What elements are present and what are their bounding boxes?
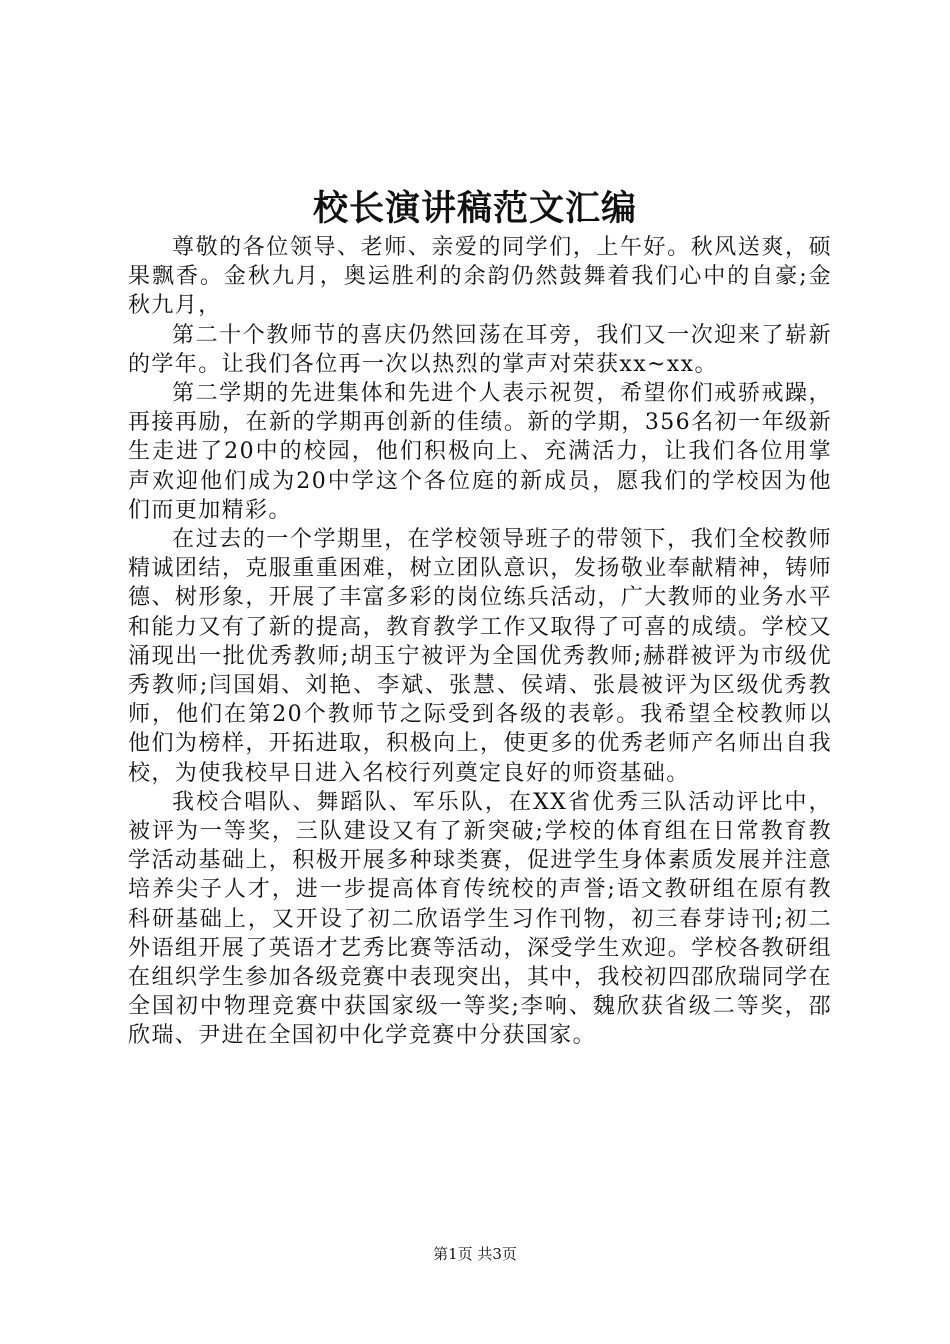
paragraph: 第二十个教师节的喜庆仍然回荡在耳旁，我们又一次迎来了崭新的学年。让我们各位再一次以热烈的掌声对荣获xx~xx。 [128, 322, 832, 377]
paragraph: 我校合唱队、舞蹈队、军乐队，在XX省优秀三队活动评比中，被评为一等奖，三队建设又有了新突破;学校的体育组在日常教育教学活动基础上，积极开展多种球类赛，促进学生身体素质发展并注意培养尖子人才，进一步提高体育传统校的声誉;语文教研组在原有教科研基础上，又开设了初二欣语学生习作刊物，初三春芽诗刊;初二外语组开展了英语才艺秀比赛等活动，深受学生欢迎。学校各教研组在组织学生参加各级竞赛中表现突出，其中，我校初四邵欣瑞同学在全国初中物理竞赛中获国家级一等奖;李响、魏欣获省级二等奖，邵欣瑞、尹进在全国初中化学竞赛中分获国家。 [128, 789, 832, 1049]
document-title: 校长演讲稿范文汇编 [312, 188, 637, 229]
document-body [128, 233, 832, 1051]
paragraph: 在过去的一个学期里，在学校领导班子的带领下，我们全校教师精诚团结，克服重重困难，树立团队意识，发扬敬业奉献精神，铸师德、树形象，开展了丰富多彩的岗位练兵活动，广大教师的业务水平和能力又有了新的提高，教育教学工作又取得了可喜的成绩。学校又涌现出一批优秀教师;胡玉宁被评为全国优秀教师;赫群被评为市级优秀教师;闫国娟、刘艳、李斌、张慧、侯靖、张晨被评为区级优秀教师，他们在第20个教师节之际受到各级的表彰。我希望全校教师以他们为榜样，开拓进取，积极向上，使更多的优秀老师产名师出自我校，为使我校早日进入名校行列奠定良好的师资基础。 [128, 527, 832, 786]
paragraph: 尊敬的各位领导、老师、亲爱的同学们，上午好。秋风送爽，硕果飘香。金秋九月，奥运胜利的余韵仍然鼓舞着我们心中的自豪;金秋九月， [128, 235, 832, 319]
page-number-footer: 第1页 共3页 [433, 1245, 517, 1263]
paragraph: 第二学期的先进集体和先进个人表示祝贺，希望你们戒骄戒躁，再接再励，在新的学期再创新的佳绩。新的学期，356名初一年级新生走进了20中的校园，他们积极向上、充满活力，让我们各位用掌声欢迎他们成为20中学这个各位庭的新成员，愿我们的学校因为他们而更加精彩。 [128, 381, 832, 523]
